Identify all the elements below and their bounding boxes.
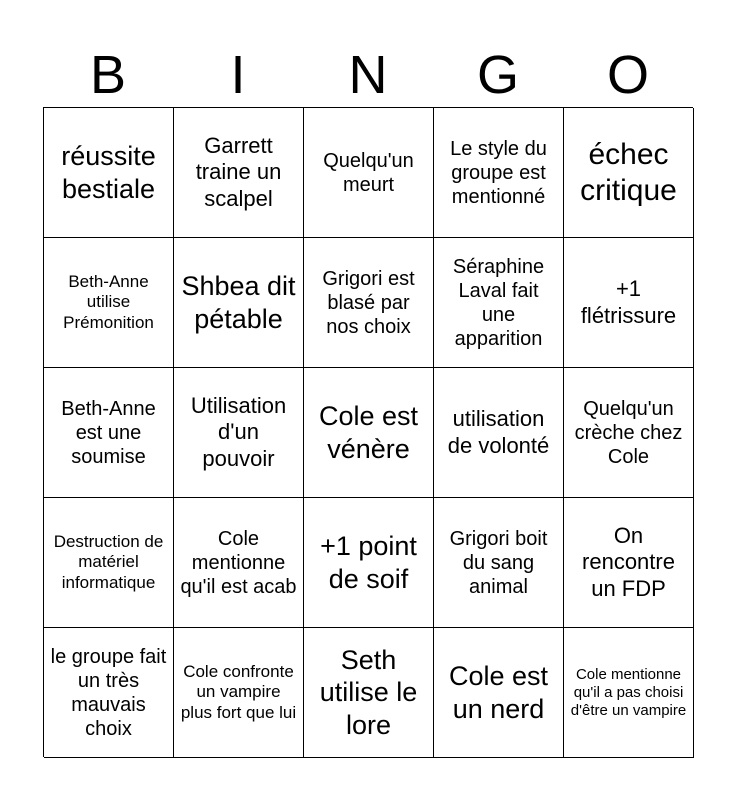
cell-label: Shbea dit pétable (181, 271, 296, 334)
cell-label: Beth-Anne est une soumise (61, 397, 156, 468)
bingo-header (43, 44, 693, 106)
bingo-cell[interactable] (174, 368, 304, 498)
cell-label: le groupe fait un très mauvais choix (50, 645, 167, 740)
cell-label: Garrett traine un scalpel (195, 132, 282, 211)
bingo-cell[interactable] (434, 498, 564, 628)
cell-label: réussite bestiale (61, 141, 156, 204)
header-letter-n: N (348, 45, 388, 105)
bingo-cell[interactable] (304, 368, 434, 498)
cell-label: Grigori est blasé par nos choix (322, 267, 415, 338)
cell-label: Utilisation d'un pouvoir (190, 392, 287, 471)
cell-label: +1 point de soif (320, 531, 417, 594)
bingo-cell[interactable] (304, 108, 434, 238)
cell-label: Cole est vénère (318, 401, 419, 464)
bingo-cell[interactable] (174, 498, 304, 628)
bingo-cell[interactable] (174, 628, 304, 758)
bingo-cell[interactable] (564, 108, 694, 238)
bingo-cell[interactable] (304, 628, 434, 758)
cell-label: Quelqu'un meurt (323, 149, 414, 196)
cell-label: Grigori boit du sang animal (449, 527, 548, 598)
cell-label: Seth utilise le lore (319, 644, 418, 740)
cell-label: utilisation de volonté (447, 406, 550, 458)
bingo-cell[interactable] (44, 238, 174, 368)
cell-label: Quelqu'un crèche chez Cole (574, 397, 683, 468)
bingo-cell[interactable] (174, 238, 304, 368)
bingo-cell[interactable] (564, 238, 694, 368)
bingo-cell[interactable] (44, 498, 174, 628)
cell-label: On rencontre un FDP (582, 522, 675, 601)
cell-label: Cole mentionne qu'il a pas choisi d'être un vampire (570, 665, 687, 719)
bingo-cell[interactable] (174, 108, 304, 238)
bingo-cell[interactable] (564, 368, 694, 498)
cell-label: Le style du groupe est mentionné (450, 137, 547, 208)
bingo-grid (43, 107, 693, 757)
cell-label: Séraphine Laval fait une apparition (452, 255, 545, 350)
cell-label: +1 flétrissure (580, 276, 677, 328)
cell-label: Cole confronte un vampire plus fort que lui (180, 661, 297, 722)
header-letter-o: O (606, 45, 649, 105)
cell-label: Beth-Anne utilise Prémonition (63, 271, 154, 332)
bingo-cell[interactable] (44, 628, 174, 758)
bingo-cell[interactable] (564, 628, 694, 758)
bingo-cell[interactable] (44, 368, 174, 498)
bingo-cell[interactable] (44, 108, 174, 238)
cell-label: Destruction de matériel informatique (53, 531, 164, 592)
bingo-cell[interactable] (304, 238, 434, 368)
bingo-cell[interactable] (434, 108, 564, 238)
header-letter-i: I (230, 45, 246, 105)
cell-label: Cole est un nerd (448, 661, 549, 724)
bingo-cell[interactable] (564, 498, 694, 628)
header-letter-g: G (476, 45, 519, 105)
header-letter-b: B (89, 45, 127, 105)
bingo-cell[interactable] (434, 238, 564, 368)
cell-label: échec critique (580, 137, 677, 207)
bingo-cell[interactable] (304, 498, 434, 628)
bingo-cell[interactable] (434, 628, 564, 758)
cell-label: Cole mentionne qu'il est acab (180, 527, 297, 598)
bingo-cell[interactable] (434, 368, 564, 498)
